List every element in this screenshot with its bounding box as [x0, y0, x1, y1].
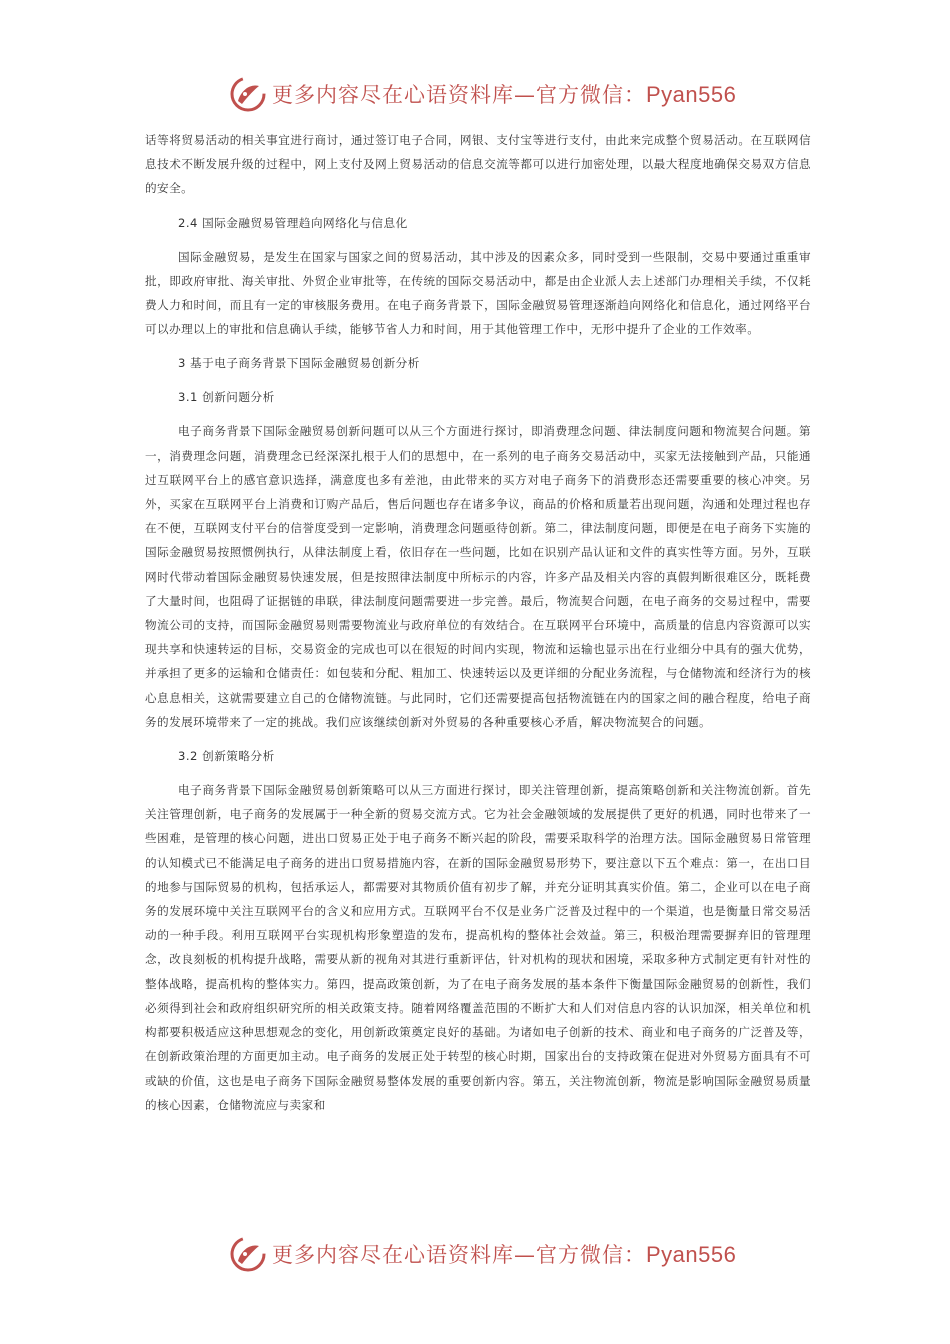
- section-heading-3: 3 基于电子商务背景下国际金融贸易创新分析: [178, 356, 420, 371]
- banner-text: [272, 1239, 736, 1269]
- footer-watermark-banner: [0, 1232, 950, 1276]
- document-body: [145, 128, 811, 1117]
- wechat-id: Pyan556: [646, 1242, 737, 1267]
- banner-text: [272, 79, 736, 109]
- paragraph-3-1: 电子商务背景下国际金融贸易创新问题可以从三个方面进行探讨，即消费理念问题、律法制度问题和物流契合问题。第一，消费理念问题，消费理念已经深深扎根于人们的思想中，在一系列的电子商务交易活动中，买家无法接触到产品，只能通过互联网平台上的感官意识选择，满意度也多有差池，由此带来的买方对电子商务下的消费形态还需要重要的核心冲突。另外，买家在互联网平台上消费和订购产品后，售后问题也存在诸多争议，商品的价格和质量若出现问题，沟通和处理过程也存在不便，互联网支付平台的信誉度受到一定影响，消费理念问题亟待创新。第二，律法制度问题，即便是在电子商务下实施的国际金融贸易按照惯例执行，从律法制度上看，依旧存在一些问题，比如在识别产品认证和文件的真实性等方面。另外，互联网时代带动着国际金融贸易快速发展，但是按照律法制度中所标示的内容，许多产品及相关内容的真假判断很难区分，既耗费了大量时间，也阻碍了证据链的串联，律法制度问题需要进一步完善。最后，物流契合问题，在电子商务的交易过程中，需要物流公司的支持，而国际金融贸易则需要物流业与政府单位的有效结合。在互联网平台环境中，高质量的信息内容资源可以实现共享和快速转运的目标，交易资金的完成也可以在很短的时间内实现，物流和运输也显示出在行业细分中具有的强大优势，并承担了更多的运输和仓储责任：如包装和分配、粗加工、快速转运以及更详细的分配业务流程，与仓储物流和经济行为的核心息息相关，这就需要建立自己的仓储物流链。与此同时，它们还需要提高包括物流链在内的国家之间的融合程度，给电子商务的发展环境带来了一定的挑战。我们应该继续创新对外贸易的各种重要核心矛盾，解决物流契合的问题。: [145, 424, 811, 729]
- section-heading-2-4: 2.4 国际金融贸易管理趋向网络化与信息化: [178, 215, 408, 230]
- banner-slogan: 更多内容尽在心语资料库—官方微信：: [272, 1243, 646, 1267]
- brand-logo-icon: [228, 74, 268, 114]
- paragraph-3-2: 电子商务背景下国际金融贸易创新策略可以从三方面进行探讨，即关注管理创新，提高策略创新和关注物流创新。首先关注管理创新，电子商务的发展属于一种全新的贸易交流方式。它为社会金融领域的发展提供了更好的机遇，同时也带来了一些困难，是管理的核心问题，进出口贸易正处于电子商务不断兴起的阶段，需要采取科学的治理方法。国际金融贸易日常管理的认知模式已不能满足电子商务的进出口贸易措施内容，在新的国际金融贸易形势下，要注意以下五个难点：第一，在出口目的地参与国际贸易的机构，包括承运人，都需要对其物质价值有初步了解，并充分证明其真实价值。第二，企业可以在电子商务的发展环境中关注互联网平台的含义和应用方式。互联网平台不仅是业务广泛普及过程中的一个渠道，也是衡量日常交易活动的一种手段。利用互联网平台实现机构形象塑造的发布，提高机构的整体社会效益。第三，积极治理需要摒弃旧的管理理念，改良刻板的机构提升战略，需要从新的视角对其进行重新评估，针对机构的现状和困境，采取多种方式制定更有针对性的整体战略，提高机构的整体实力。第四，提高政策创新，为了在电子商务发展的基本条件下衡量国际金融贸易的创新性，我们必须得到社会和政府组织研究所的相关政策支持。随着网络覆盖范围的不断扩大和人们对信息内容的认识加深，相关单位和机构都要积极适应这种思想观念的变化，用创新政策奠定良好的基础。为诸如电子创新的技术、商业和电子商务的广泛普及等，在创新政策治理的方面更加主动。电子商务的发展正处于转型的核心时期，国家出台的支持政策在促进对外贸易方面具有不可或缺的价值，这也是电子商务下国际金融贸易整体发展的重要创新内容。第五，关注物流创新，物流是影响国际金融贸易质量的核心因素，仓储物流应与卖家和: [145, 783, 811, 1112]
- paragraph-continued: 话等将贸易活动的相关事宜进行商讨，通过签订电子合同，网银、支付宝等进行支付，由此来完成整个贸易活动。在互联网信息技术不断发展升级的过程中，网上支付及网上贸易活动的信息交流等都可以进行加密处理，以最大程度地确保交易双方信息的安全。: [145, 133, 811, 196]
- brand-logo-icon: [228, 1234, 268, 1274]
- paragraph-2-4: 国际金融贸易，是发生在国家与国家之间的贸易活动，其中涉及的因素众多，同时受到一些限制，交易中要通过重重审批，即政府审批、海关审批、外贸企业审批等，在传统的国际交易活动中，都是由企业派人去上述部门办理相关手续，不仅耗费人力和时间，而且有一定的审核服务费用。在电子商务背景下，国际金融贸易管理逐渐趋向网络化和信息化，通过网络平台可以办理以上的审批和信息确认手续，能够节省人力和时间，用于其他管理工作中，无形中提升了企业的工作效率。: [145, 249, 811, 337]
- section-heading-3-2: 3.2 创新策略分析: [178, 749, 275, 764]
- banner-slogan: 更多内容尽在心语资料库—官方微信：: [272, 83, 646, 107]
- section-heading-3-1: 3.1 创新问题分析: [178, 390, 275, 405]
- wechat-id: Pyan556: [646, 82, 737, 107]
- header-watermark-banner: [0, 72, 950, 116]
